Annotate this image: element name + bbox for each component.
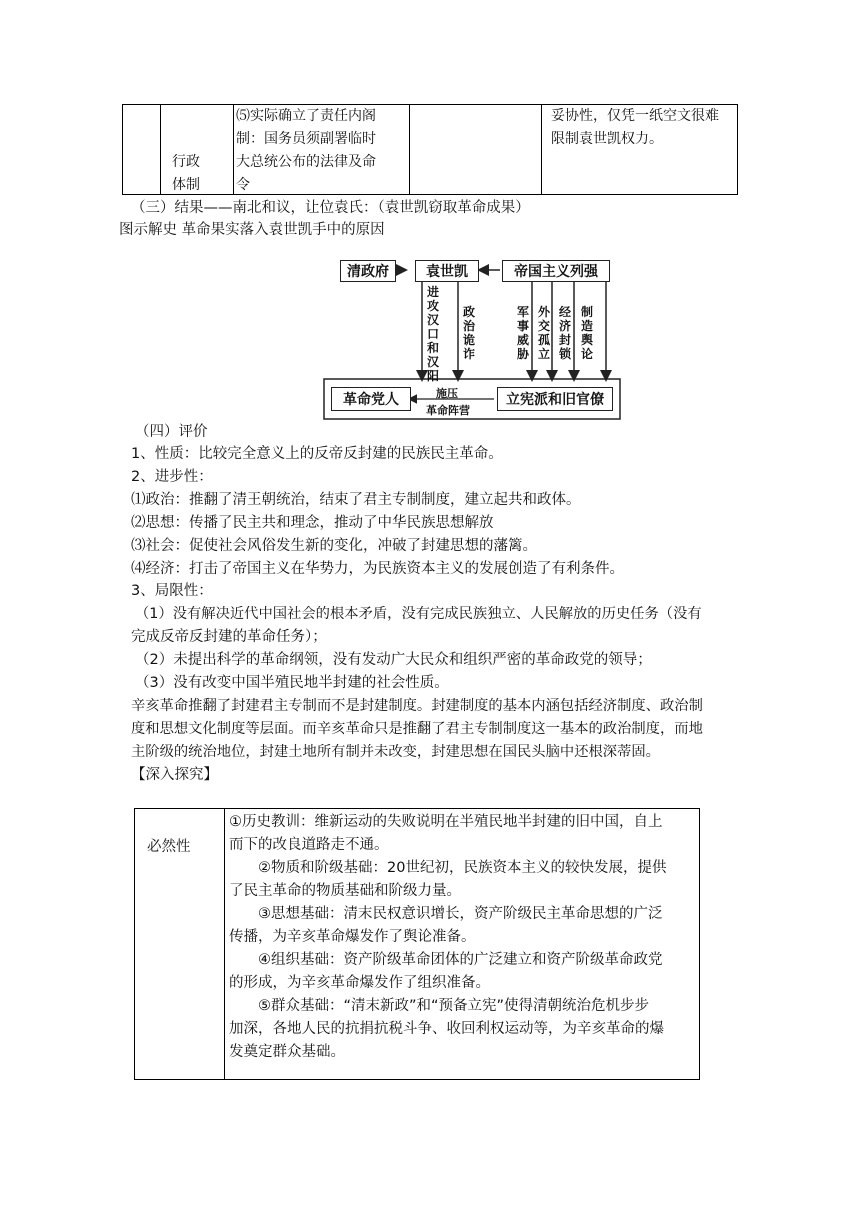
table-row: ⑤群众基础：“清末新政”和“预备立宪”使得清朝统治危机步步 — [258, 998, 650, 1014]
box-qing-government: 清政府 — [340, 260, 396, 282]
top-table-fragment — [122, 104, 738, 195]
necessity-label: 必然性 — [147, 839, 191, 855]
diagram-caption: 图示解史 革命果实落入袁世凯手中的原因 — [119, 222, 385, 238]
table-divider — [541, 105, 542, 194]
cause-diagram — [322, 249, 624, 421]
table-divider — [224, 809, 225, 1079]
text-line: 主阶级的统治地位，封建土地所有制并未改变，封建思想在国民头脑中还根深蒂固。 — [131, 744, 660, 760]
section-4-heading: （四）评价 — [135, 424, 208, 440]
cell-line: ⑸实际确立了责任内阁 — [236, 108, 376, 124]
label-military: 军事威胁 — [516, 305, 529, 361]
section-3-heading: （三）结果——南北和议，让位袁氏：（袁世凯窃取革命成果） — [131, 200, 530, 216]
text-line: ⑴政治：推翻了清王朝统治，结束了君主专制制度，建立起共和政体。 — [131, 492, 581, 508]
text-line: 辛亥革命推翻了封建君主专制而不是封建制度。封建制度的基本内涵包括经济制度、政治制 — [131, 698, 703, 714]
table-row: 发奠定群众基础。 — [229, 1044, 345, 1060]
text-line: ⑷经济：打击了帝国主义在华势力，为民族资本主义的发展创造了有利条件。 — [131, 561, 624, 577]
section-heading-explore: 【深入探究】 — [131, 767, 218, 783]
table-divider — [160, 105, 161, 194]
table-divider — [233, 105, 234, 194]
label-economic: 经济封锁 — [558, 305, 571, 361]
cell-line: 行政 — [172, 154, 200, 170]
table-cell-compromise — [551, 105, 719, 151]
text-line: ⑶社会：促使社会风俗发生新的变化，冲破了封建思想的藩篱。 — [131, 538, 537, 554]
text-line: 完成反帝反封建的革命任务）； — [131, 629, 327, 645]
label-attack: 进攻汉口和汉阳 — [426, 285, 439, 383]
table-cell-cabinet — [236, 105, 376, 197]
table-row: ④组织基础：资产阶级革命团体的广泛建立和资产阶级革命政党 — [258, 952, 663, 968]
cell-line: 制：国务员须副署临时 — [236, 131, 376, 147]
box-constitutionalists: 立宪派和旧官僚 — [497, 387, 613, 411]
table-row: 而下的改良道路走不通。 — [229, 837, 389, 853]
text-line: 度和思想文化制度等层面。而辛亥革命只是推翻了君主专制制度这一基本的政治制度，而地 — [131, 721, 703, 737]
label-diplomatic: 外交孤立 — [537, 305, 550, 361]
box-revolutionaries: 革命党人 — [331, 387, 411, 411]
cell-line: 令 — [236, 177, 250, 193]
table-row: 加深，各地人民的抗捐抗税斗争、收回利权运动等，为辛亥革命的爆 — [229, 1021, 664, 1037]
text-line: （3）没有改变中国半殖民地半封建的社会性质。 — [135, 675, 449, 691]
label-pressure: 施压 — [436, 387, 458, 400]
box-yuan-shikai: 袁世凯 — [415, 260, 479, 282]
label-revolutionary-camp: 革命阵营 — [426, 404, 470, 417]
table-row: 了民主革命的物质基础和阶级力量。 — [229, 883, 461, 899]
label-opinion: 制造舆论 — [580, 305, 593, 361]
table-row: 传播，为辛亥革命爆发作了舆论准备。 — [229, 929, 476, 945]
text-line: （2）未提出科学的革命纲领，没有发动广大民众和组织严密的革命政党的领导； — [135, 652, 652, 668]
table-row: ②物质和阶级基础：20世纪初，民族资本主义的较快发展，提供 — [258, 860, 667, 876]
table-row: ①历史教训：维新运动的失败说明在半殖民地半封建的旧中国，自上 — [229, 814, 663, 830]
box-imperial-powers: 帝国主义列强 — [502, 260, 610, 282]
text-line: 3、局限性： — [131, 583, 213, 599]
table-row: ③思想基础：清末民权意识增长，资产阶级民主革命思想的广泛 — [258, 906, 663, 922]
cell-line: 限制袁世凯权力。 — [551, 131, 663, 147]
table-divider — [409, 105, 410, 194]
table-row: 的形成，为辛亥革命爆发作了组织准备。 — [229, 975, 490, 991]
necessity-table — [134, 808, 700, 1080]
label-deceit: 政治诡诈 — [462, 305, 475, 361]
text-line: 2、进步性： — [131, 469, 213, 485]
cell-line: 妥协性，仅凭一纸空文很难 — [551, 108, 719, 124]
text-line: （1）没有解决近代中国社会的根本矛盾，没有完成民族独立、人民解放的历史任务（没有 — [135, 606, 702, 622]
text-line: 1、性质：比较完全意义上的反帝反封建的民族民主革命。 — [131, 446, 503, 462]
table-cell-admin — [172, 151, 200, 197]
cell-line: 体制 — [172, 177, 200, 193]
cell-line: 大总统公布的法律及命 — [236, 154, 376, 170]
text-line: ⑵思想：传播了民主共和理念，推动了中华民族思想解放 — [131, 515, 494, 531]
